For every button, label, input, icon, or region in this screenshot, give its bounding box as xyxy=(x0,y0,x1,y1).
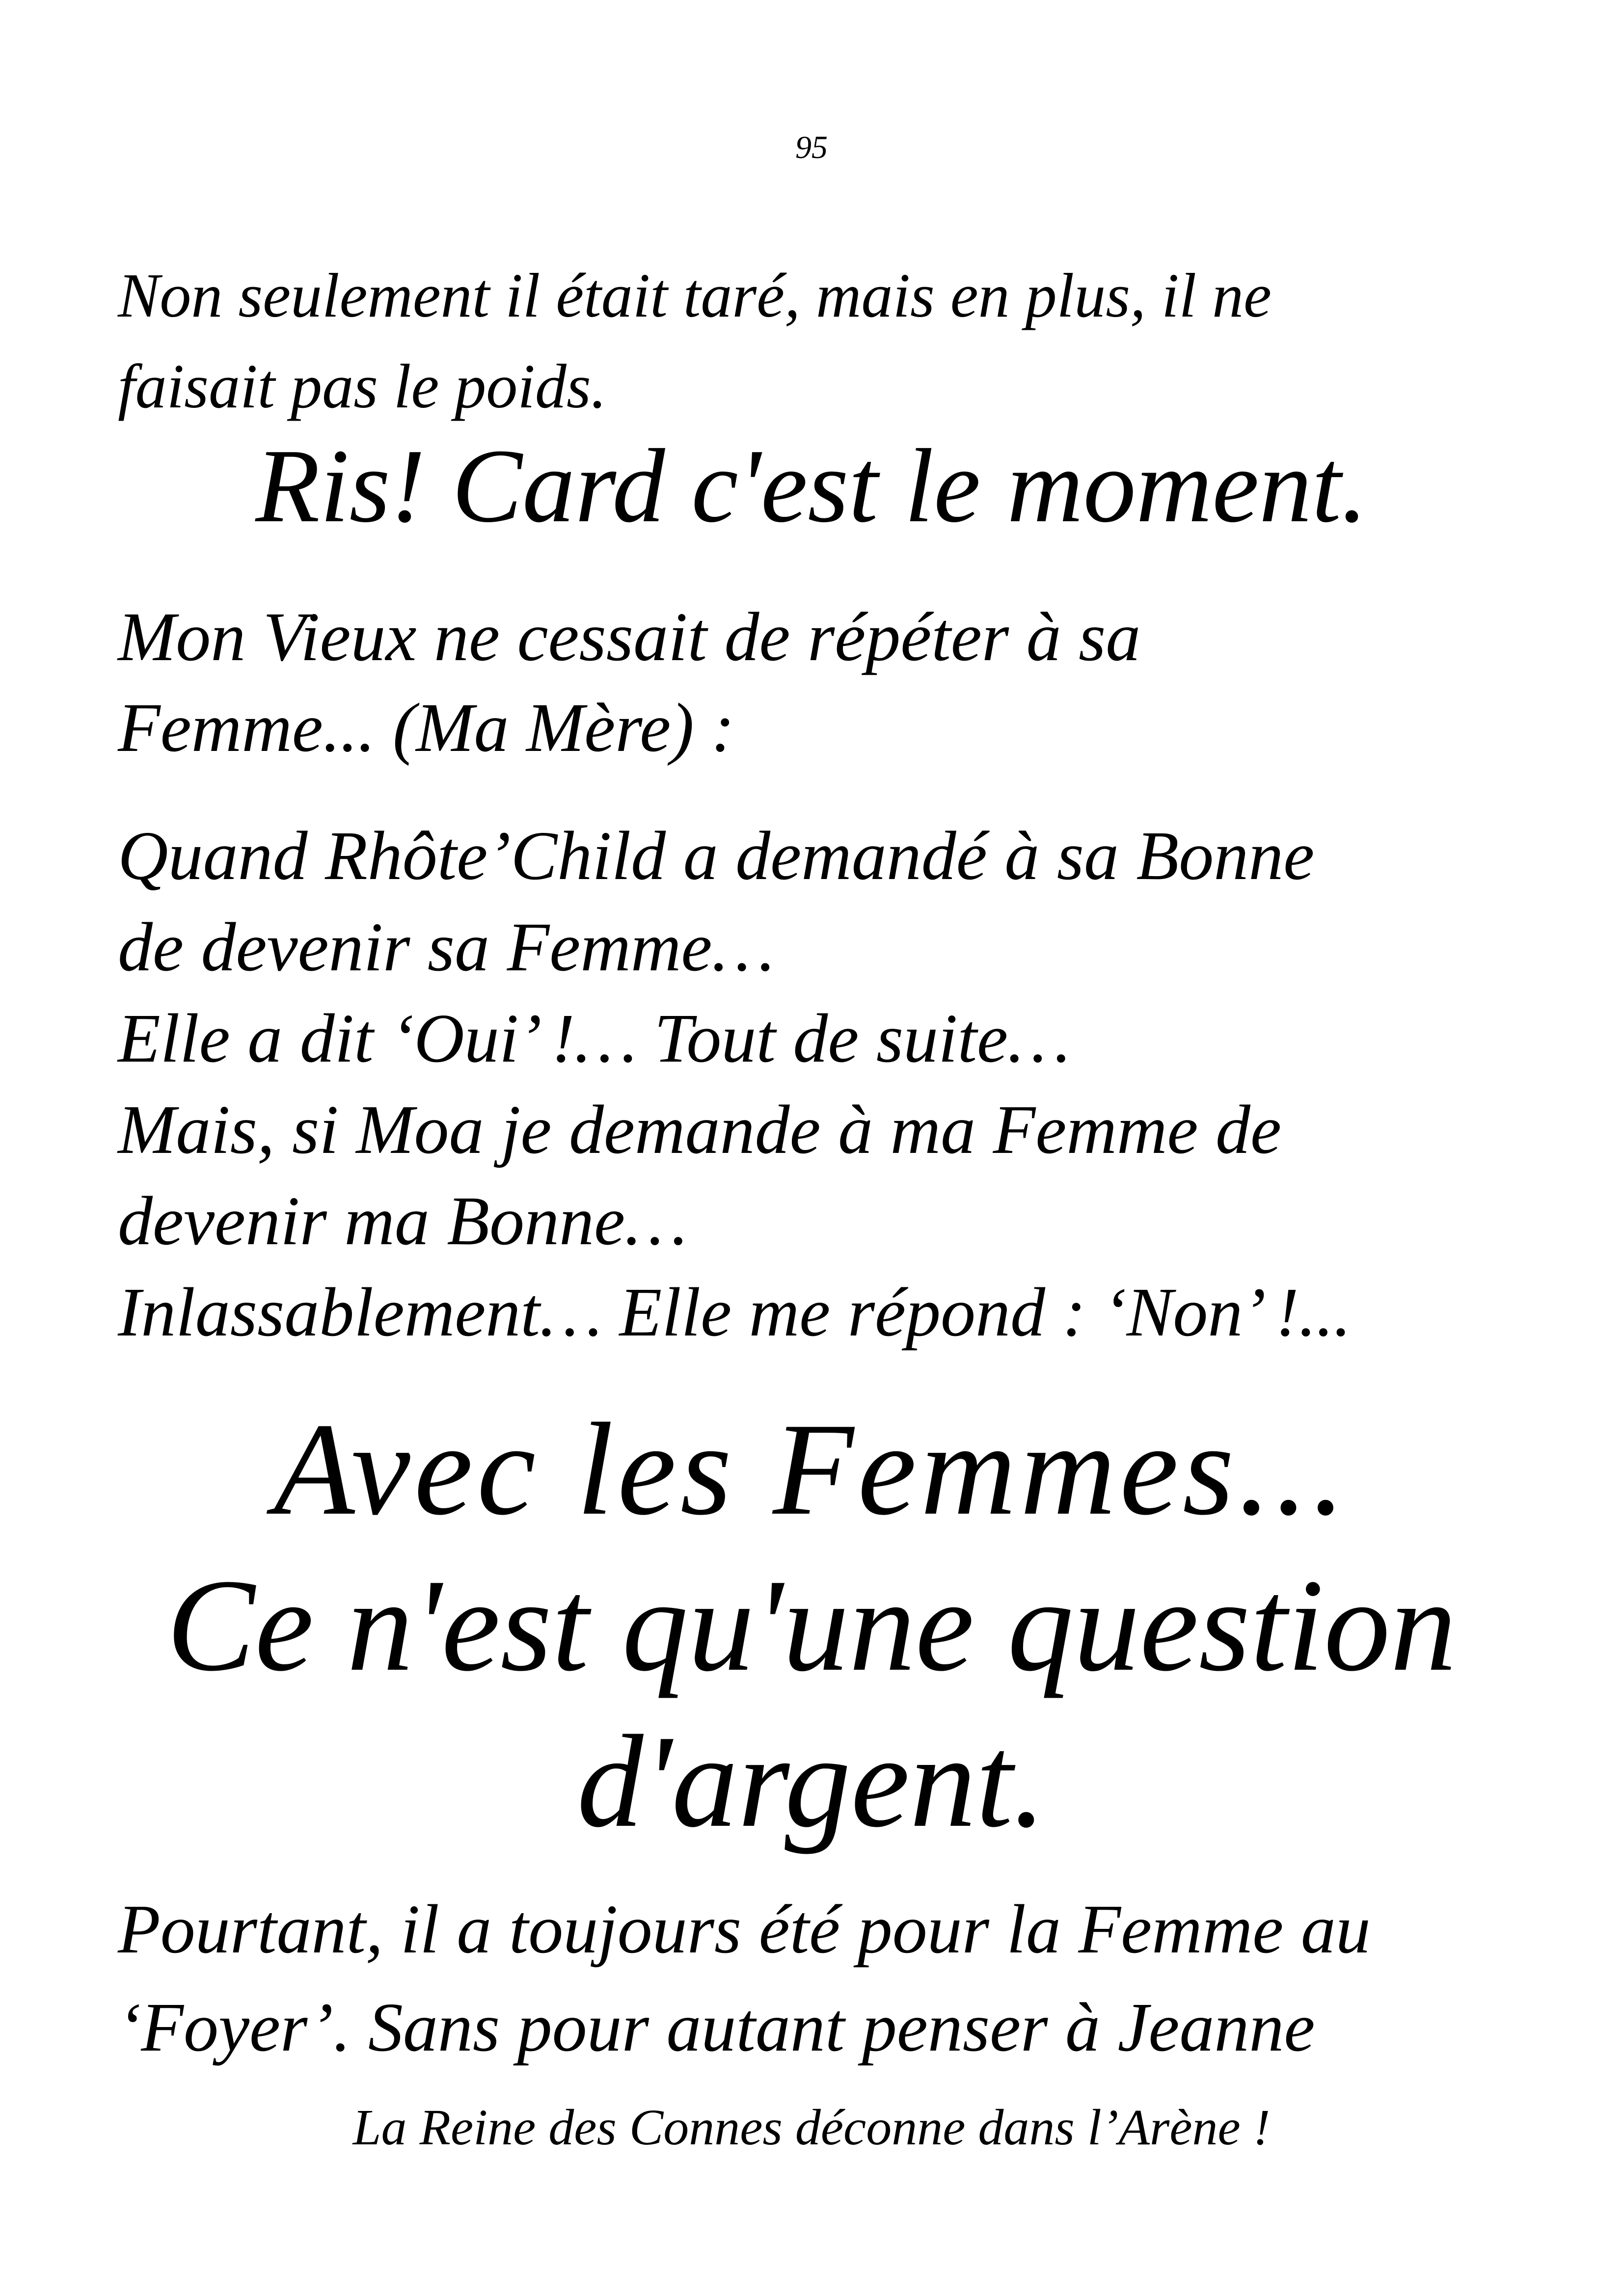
paragraph-4 xyxy=(118,1880,1571,2076)
heading-1: Ris! Card c'est le moment. xyxy=(255,427,1368,544)
paragraph-line: Mon Vieux ne cessait de répéter à sa xyxy=(118,598,1141,675)
paragraph-line: devenir ma Bonne… xyxy=(118,1182,687,1259)
heading-line: d'argent. xyxy=(577,1708,1046,1855)
paragraph-line: Non seulement il était taré, mais en plus, il ne xyxy=(118,261,1271,330)
paragraph-2 xyxy=(118,591,1571,773)
heading-line: Ce n'est qu'une question xyxy=(166,1552,1457,1699)
paragraph-line: Inlassablement… Elle me répond : ‘Non’ !... xyxy=(118,1273,1352,1351)
paragraph-line: Elle a dit ‘Oui’ !… Tout de suite… xyxy=(118,999,1070,1077)
paragraph-line: Mais, si Moa je demande à ma Femme de xyxy=(118,1091,1282,1168)
paragraph-1 xyxy=(118,250,1571,432)
paragraph-3 xyxy=(118,810,1571,1358)
paragraph-line: Femme... (Ma Mère) : xyxy=(118,689,735,766)
paragraph-line: Pourtant, il a toujours été pour la Femme au xyxy=(118,1890,1371,1968)
heading-2 xyxy=(0,1391,1623,1860)
paragraph-line: faisait pas le poids. xyxy=(118,351,607,421)
paragraph-line: Quand Rhôte’Child a demandé à sa Bonne xyxy=(118,817,1315,894)
paragraph-line: de devenir sa Femme… xyxy=(118,908,774,986)
heading-line: Avec les Femmes... xyxy=(273,1396,1350,1543)
paragraph-line: ‘Foyer’. Sans pour autant penser à Jeanne xyxy=(118,1988,1315,2066)
page-number: 95 xyxy=(795,130,828,165)
page-footer: La Reine des Connes déconne dans l’Arène ! xyxy=(352,2099,1271,2156)
